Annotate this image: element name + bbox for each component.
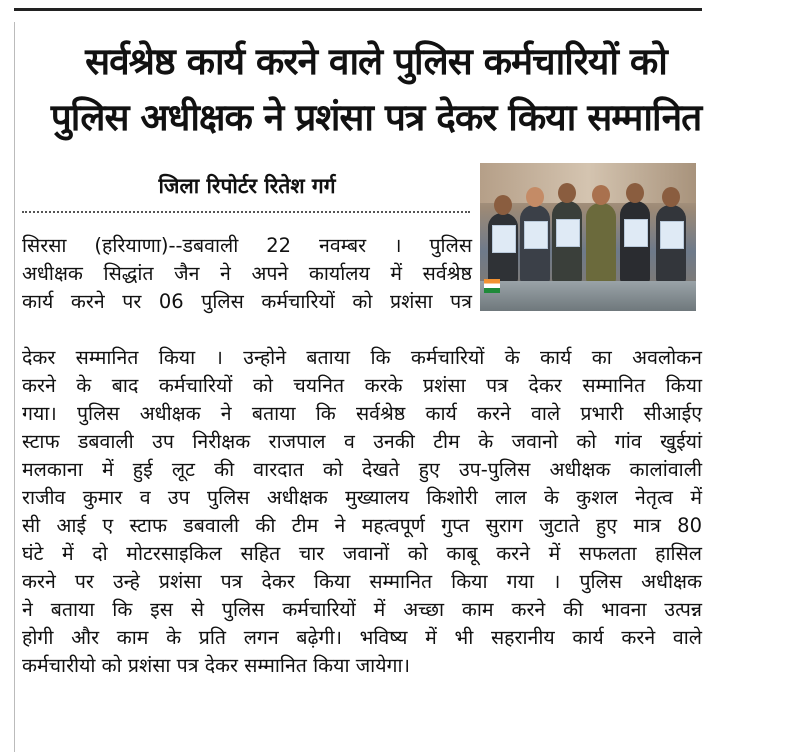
person-head — [526, 187, 544, 207]
article-line: गया। पुलिस अधीक्षक ने बताया कि सर्वश्रेष्ठ कार्य करने वाले प्रभारी सीआईए — [22, 402, 702, 425]
article-line: होगी और काम के प्रति लगन बढ़ेगी। भविष्य में भी सहरानीय कार्य करने वाले — [22, 626, 702, 649]
article-line: मलकाना में हुई लूट की वारदात को देखते हुए उप-पुलिस अधीक्षक कालांवाली — [22, 458, 702, 481]
article-line: राजीव कुमार व उप पुलिस अधीक्षक मुख्यालय किशोरी लाल के कुशल नेतृत्व में — [22, 486, 702, 509]
article-line: सिरसा (हरियाणा)--डबवाली 22 नवम्बर । पुलिस — [22, 234, 472, 257]
certificate — [660, 221, 684, 249]
byline: जिला रिपोर्टर रितेश गर्ग — [158, 174, 336, 198]
headline-line-2: पुलिस अधीक्षक ने प्रशंसा पत्र देकर किया सम्मानित — [50, 96, 702, 139]
article-line: देकर सम्मानित किया । उन्होने बताया कि कर्मचारियों के कार्य का अवलोकन — [22, 346, 702, 369]
article-body — [22, 344, 702, 680]
person-head — [494, 195, 512, 215]
article-line: करने के बाद कर्मचारियों को चयनित करके प्रशंसा पत्र देकर सम्मानित किया — [22, 374, 702, 397]
dotted-divider — [22, 211, 470, 213]
certificate — [524, 221, 548, 249]
top-rule — [14, 8, 702, 11]
flag-icon — [484, 279, 500, 293]
person-head — [558, 183, 576, 203]
column-divider — [14, 22, 15, 752]
certificate — [556, 219, 580, 247]
desk — [480, 281, 696, 311]
article-line: ने बताया कि इस से पुलिस कर्मचारियों में अच्छा काम करने की भावना उत्पन्न — [22, 598, 702, 621]
article-line: कार्य करने पर 06 पुलिस कर्मचारियों को प्रशंसा पत्र — [22, 290, 472, 313]
article-line: सी आई ए स्टाफ डबवाली की टीम ने महत्वपूर्ण गुप्त सुराग जुटाते हुए मात्र 80 — [22, 514, 702, 537]
article-intro — [22, 232, 472, 316]
person-head — [662, 187, 680, 207]
person-head — [592, 185, 610, 205]
certificate — [492, 225, 516, 253]
article-line: अधीक्षक सिद्धांत जैन ने अपने कार्यालय में सर्वश्रेष्ठ — [22, 262, 472, 285]
article-line: घंटे में दो मोटरसाइकिल सहित चार जवानों को काबू करने में सफलता हासिल — [22, 542, 702, 565]
news-photo — [480, 163, 696, 311]
headline — [16, 34, 736, 146]
certificate — [624, 219, 648, 247]
officer-figure — [586, 203, 616, 283]
article-line: करने पर उन्हे प्रशंसा पत्र देकर किया सम्मानित किया गया । पुलिस अधीक्षक — [22, 570, 702, 593]
headline-line-1: सर्वश्रेष्ठ कार्य करने वाले पुलिस कर्मचारियों को — [85, 40, 667, 83]
article-line: स्टाफ डबवाली उप निरीक्षक राजपाल व उनकी टीम के जवानो को गांव खुईयां — [22, 430, 702, 453]
article-line: कर्मचारीयो को प्रशंसा पत्र देकर सम्मानित किया जायेगा। — [22, 654, 410, 677]
person-head — [626, 183, 644, 203]
